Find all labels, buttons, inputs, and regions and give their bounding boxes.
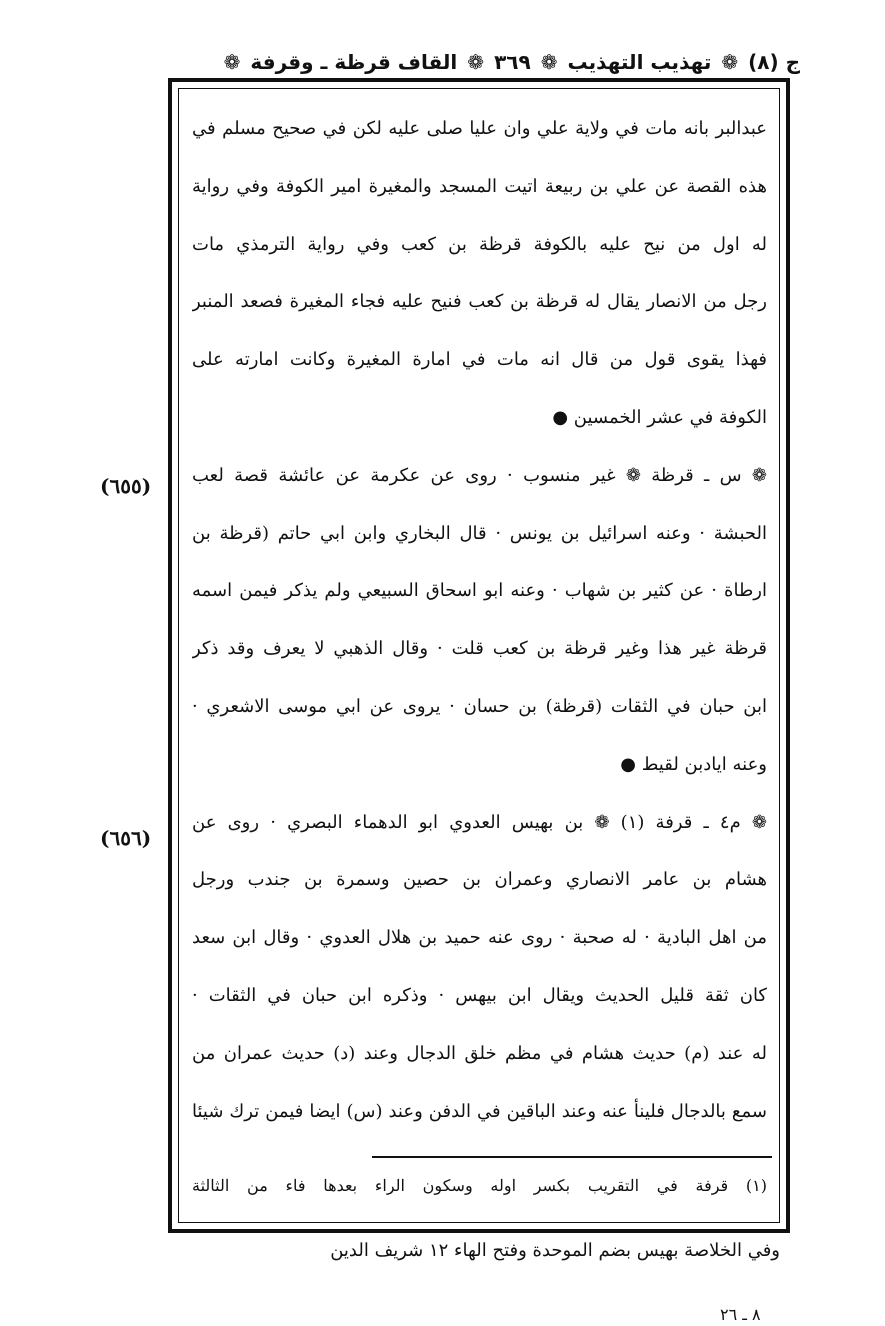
text-line: هذه القصة عن علي بن ربيعة اتيت المسجد والمغيرة امير الكوفة وفي رواية [192, 175, 767, 197]
signature-mark: ٨ ـ ٢٦ [720, 1305, 761, 1324]
main-text [192, 100, 767, 1140]
text-line: فهذا يقوى قول من قال انه مات في امارة المغيرة وكانت امارته على [192, 349, 767, 371]
text-line: ابن حبان في الثقات (قرظة) بن حسان · يروى عن ابي موسى الاشعري · [192, 695, 767, 717]
text-line: له عند (م) حديث هشام في مظم خلق الدجال وعند (د) حديث عمران من [192, 1042, 767, 1064]
ornament-icon: ❁ [467, 50, 485, 74]
section-title: القاف قرظة ـ وقرفة [250, 50, 458, 74]
footnote: (١) قرفة في التقريب بكسر اوله وسكون الراء بعدها فاء من الثالثة [192, 1176, 767, 1195]
text-line: رجل من الانصار يقال له قرظة بن كعب فنيح عليه فجاء المغيرة فصعد المنبر [192, 291, 767, 313]
margin-note: وفي الخلاصة بهيس بضم الموحدة وفتح الهاء ١٢ شريف الدين [330, 1240, 780, 1261]
text-line: قرظة غير هذا وغير قرظة بن كعب قلت · وقال الذهبي لا يعرف وقد ذكر [192, 638, 767, 660]
entry-number: (٦٥٦) [100, 826, 152, 850]
text-line: وعنه ايادبن لقيط ● [620, 753, 767, 775]
book-title: تهذيب التهذيب [567, 50, 712, 74]
entry-heading-line: ❁ س ـ قرظة ❁ غير منسوب · روى عن عكرمة عن عائشة قصة لعب [192, 464, 767, 486]
ornament-icon: ❁ [540, 50, 558, 74]
text-line: سمع بالدجال فلينأ عنه وعند الباقين في الدفن وعند (س) ايضا فيمن ترك شيئا [192, 1100, 767, 1122]
text-line: هشام بن عامر الانصاري وعمران بن حصين وسمرة بن جندب ورجل [192, 869, 767, 891]
text-line: من اهل البادية · له صحبة · روى عنه حميد بن هلال العدوي · وقال ابن سعد [192, 927, 767, 949]
text-line: الحبشة · وعنه اسرائيل بن يونس · قال البخاري وابن ابي حاتم (قرظة بن [192, 522, 767, 544]
text-line: عبدالبر بانه مات في ولاية علي وان عليا صلى عليه لكن في صحيح مسلم في [192, 118, 767, 139]
volume-label: ج (٨) [748, 50, 800, 74]
text-line: كان ثقة قليل الحديث ويقال ابن بيهس · وذكره ابن حبان في الثقات · [192, 984, 767, 1006]
entry-number: (٦٥٥) [100, 474, 152, 498]
ornament-icon: ❁ [223, 50, 241, 74]
text-line: ارطاة · عن كثير بن شهاب · وعنه ابو اسحاق السبيعي ولم يذكر فيمن اسمه [192, 580, 767, 602]
entry-heading-line: ❁ م٤ ـ قرفة (١) ❁ بن بهيس العدوي ابو الدهماء البصري · روى عن [192, 811, 767, 833]
page-number: ٣٦٩ [494, 50, 531, 74]
text-line: له اول من نيح عليه بالكوفة قرظة بن كعب وفي رواية الترمذي مات [192, 233, 767, 255]
text-line: الكوفة في عشر الخمسين ● [552, 406, 767, 428]
ornament-icon: ❁ [721, 50, 739, 74]
footnote-divider [372, 1156, 772, 1158]
